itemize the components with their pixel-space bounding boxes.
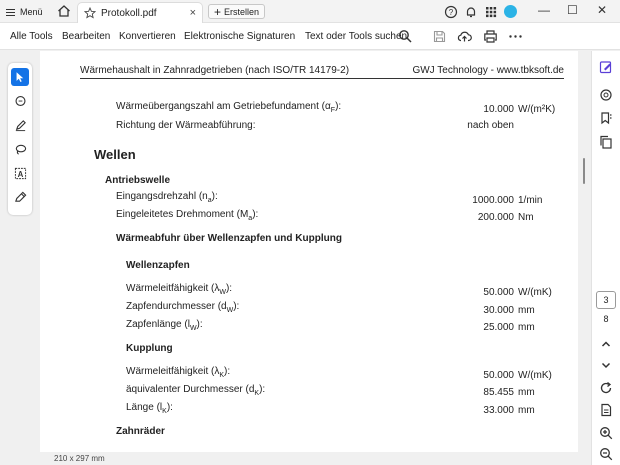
sign-tool[interactable] bbox=[11, 188, 29, 206]
highlight-tool[interactable] bbox=[11, 116, 29, 134]
main-toolbar bbox=[0, 23, 620, 50]
param-value: 85.455 bbox=[483, 387, 514, 398]
page-header bbox=[80, 65, 564, 79]
page-size-label: 210 x 297 mm bbox=[54, 454, 105, 463]
param-value: 33.000 bbox=[483, 405, 514, 416]
left-tool-rail bbox=[0, 51, 40, 465]
param-value: 10.000 bbox=[483, 104, 514, 115]
param-value: 1000.000 bbox=[472, 195, 514, 206]
param-label: Eingeleitetes Drehmoment $(M_a)$: bbox=[116, 209, 259, 222]
header-company: GWJ Technology - www.tbksoft.de bbox=[412, 65, 564, 76]
title-bar bbox=[0, 0, 620, 23]
upload-cloud-icon[interactable] bbox=[457, 29, 472, 44]
subsection-heading: Kupplung bbox=[126, 343, 173, 354]
minimize-button[interactable]: — bbox=[538, 3, 550, 17]
current-page-input[interactable]: 3 bbox=[596, 291, 616, 309]
subsection-heading: Wärmeabfuhr über Wellenzapfen und Kupplung bbox=[116, 233, 342, 244]
svg-text:?: ? bbox=[448, 8, 454, 17]
home-icon[interactable] bbox=[56, 3, 72, 19]
apps-grid-icon[interactable] bbox=[484, 5, 498, 19]
param-unit: mm bbox=[518, 305, 535, 316]
text-box-icon bbox=[14, 167, 27, 180]
zoom-out-icon[interactable] bbox=[599, 447, 613, 461]
tab-close-button[interactable]: × bbox=[189, 7, 196, 19]
cursor-icon bbox=[14, 71, 26, 83]
param-label: Länge $(l_K)$: bbox=[126, 402, 173, 415]
menu-all-tools[interactable]: Alle Tools bbox=[10, 31, 53, 42]
print-icon[interactable] bbox=[483, 29, 498, 44]
total-pages: 8 bbox=[603, 314, 609, 324]
refresh-icon[interactable] bbox=[599, 381, 613, 395]
ai-assistant-icon[interactable] bbox=[599, 88, 613, 102]
close-window-button[interactable]: ✕ bbox=[597, 3, 608, 17]
lasso-icon bbox=[14, 143, 27, 156]
param-unit: W/(mK) bbox=[518, 287, 552, 298]
help-icon[interactable] bbox=[444, 5, 458, 19]
bookmark-icon[interactable] bbox=[599, 111, 613, 125]
create-button[interactable] bbox=[208, 4, 265, 19]
param-unit: mm bbox=[518, 405, 535, 416]
param-value: 25.000 bbox=[483, 322, 514, 333]
param-label: Wärmeleitfähigkeit $(\lambda_K)$: bbox=[126, 366, 231, 379]
param-label: Wärmeübergangszahl am Getriebefundament $(\alpha_F)$: bbox=[116, 101, 342, 114]
tab-title: Protokoll.pdf bbox=[101, 7, 157, 19]
param-unit: 1/min bbox=[518, 195, 543, 206]
page-settings-icon[interactable] bbox=[599, 403, 613, 417]
param-unit: W/(mK) bbox=[518, 370, 552, 381]
hamburger-icon bbox=[6, 9, 15, 16]
scrollbar-thumb[interactable] bbox=[583, 158, 585, 184]
param-label: äquivalenter Durchmesser $(d_K)$: bbox=[126, 384, 266, 397]
menu-convert[interactable]: Konvertieren bbox=[119, 31, 176, 42]
param-value: 200.000 bbox=[477, 212, 514, 223]
create-label: Erstellen bbox=[224, 6, 260, 17]
save-icon[interactable] bbox=[432, 29, 447, 44]
vertical-scrollbar[interactable] bbox=[578, 51, 590, 452]
param-label: Zapfenlänge $(l_W)$: bbox=[126, 319, 203, 332]
chevron-up-icon[interactable] bbox=[599, 337, 613, 351]
comment-tool[interactable] bbox=[11, 92, 29, 110]
param-unit: Nm bbox=[518, 212, 534, 223]
search-label[interactable]: Text oder Tools suchen bbox=[305, 31, 408, 42]
maximize-button[interactable]: ☐ bbox=[567, 3, 578, 17]
param-value: nach oben bbox=[467, 120, 514, 131]
document-tab[interactable] bbox=[77, 2, 203, 23]
avatar[interactable] bbox=[504, 5, 517, 18]
param-label: Eingangsdrehzahl $(n_a)$: bbox=[116, 191, 218, 204]
subsection-heading: Zahnräder bbox=[116, 426, 165, 437]
param-label: Richtung der Wärmeabführung: bbox=[116, 120, 256, 131]
param-unit: W/(m²K) bbox=[518, 104, 556, 115]
param-unit: mm bbox=[518, 322, 535, 333]
menu-e-signatures[interactable]: Elektronische Signaturen bbox=[184, 31, 296, 42]
document-page bbox=[40, 51, 578, 452]
signature-pen-icon bbox=[14, 191, 27, 204]
section-heading: Wellen bbox=[94, 147, 136, 162]
menu-button[interactable] bbox=[6, 4, 43, 20]
chevron-down-icon[interactable] bbox=[599, 358, 613, 372]
param-value: 50.000 bbox=[483, 370, 514, 381]
right-rail bbox=[591, 51, 620, 465]
menu-label: Menü bbox=[20, 7, 43, 17]
copy-pages-icon[interactable] bbox=[599, 135, 613, 149]
menu-edit[interactable]: Bearbeiten bbox=[62, 31, 111, 42]
more-options-icon[interactable] bbox=[508, 29, 523, 44]
bell-icon[interactable] bbox=[464, 5, 478, 19]
param-value: 50.000 bbox=[483, 287, 514, 298]
star-icon[interactable] bbox=[84, 7, 96, 19]
search-icon[interactable] bbox=[398, 29, 413, 44]
param-unit: mm bbox=[518, 387, 535, 398]
tool-palette bbox=[8, 63, 32, 215]
zoom-in-icon[interactable] bbox=[599, 426, 613, 440]
draw-tool[interactable] bbox=[11, 140, 29, 158]
select-tool[interactable] bbox=[11, 68, 29, 86]
subsection-heading: Antriebswelle bbox=[105, 175, 171, 186]
param-value: 30.000 bbox=[483, 305, 514, 316]
plus-icon: + bbox=[214, 4, 222, 19]
pen-icon bbox=[14, 119, 27, 132]
text-tool[interactable] bbox=[11, 164, 29, 182]
param-label: Zapfendurchmesser $(d_W)$: bbox=[126, 301, 240, 314]
subsection-heading: Wellenzapfen bbox=[126, 260, 190, 271]
header-title: Wärmehaushalt in Zahnradgetrieben (nach ISO/TR 14179-2) bbox=[80, 65, 350, 76]
param-label: Wärmeleitfähigkeit $(\lambda_W)$: bbox=[126, 283, 233, 296]
edit-pdf-icon[interactable] bbox=[599, 60, 613, 74]
svg-text:A: A bbox=[17, 169, 23, 179]
status-bar bbox=[40, 452, 578, 465]
comment-icon bbox=[14, 95, 27, 108]
